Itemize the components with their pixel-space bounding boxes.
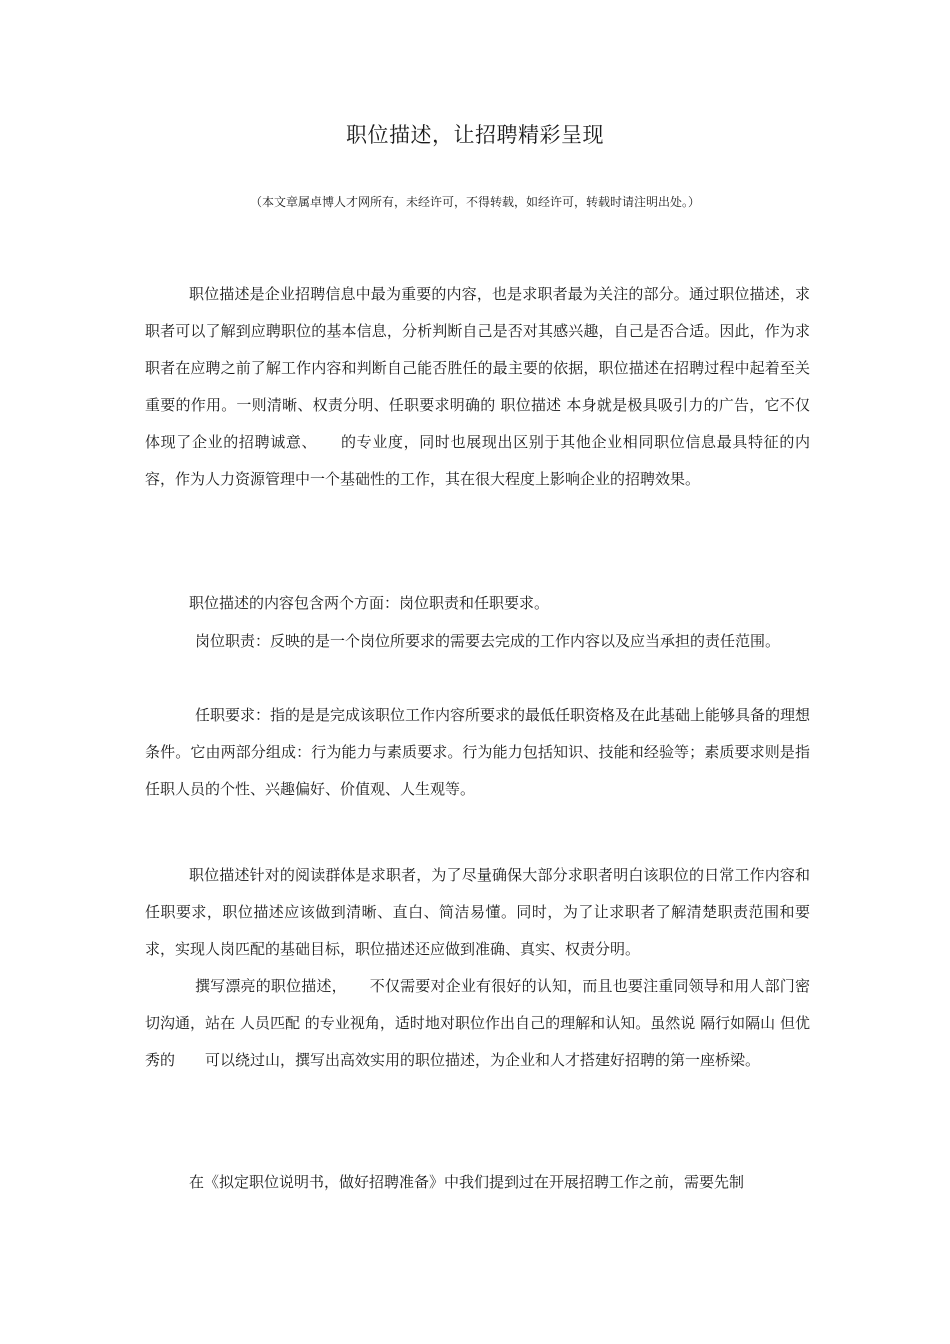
paragraph-duties: 岗位职责：反映的是一个岗位所要求的需要去完成的工作内容以及应当承担的责任范围。 (195, 632, 781, 650)
paragraph-requirements: 任职要求：指的是是完成该职位工作内容所要求的最低任职资格及在此基础上能够具备的理想条件。它由两部分组成：行为能力与素质要求。行为能力包括知识、技能和经验等；素质要求则是指任职人员的个性、兴趣偏好、价值观、人生观等。 (145, 706, 811, 799)
paragraph-writing: 撰写漂亮的职位描述， 不仅需要对企业有很好的认知，而且也要注重同领导和用人部门密切沟通，站在 人员匹配 的专业视角，适时地对职位作出自己的理解和认知。虽然说 隔行如隔山 但优秀的 可以绕过山，撰写出高效实用的职位描述，为企业和人才搭建好招聘的第一座桥梁。 (145, 977, 810, 1070)
document-title: 职位描述，让招聘精彩呈现 (346, 123, 604, 147)
paragraph-intro: 职位描述是企业招聘信息中最为重要的内容，也是求职者最为关注的部分。通过职位描述，求职者可以了解到应聘职位的基本信息，分析判断自己是否对其感兴趣，自己是否合适。因此，作为求职者在应聘之前了解工作内容和判断自己能否胜任的最主要的依据，职位描述在招聘过程中起着至关重要的作用。一则清晰、权责分明、任职要求明确的 职位描述 本身就是极具吸引力的广告，它不仅体现了企业的招聘诚意、 的专业度，同时也展现出区别于其他企业相同职位信息最具特征的内容，作为人力资源管理中一个基础性的工作，其在很大程度上影响企业的招聘效果。 (145, 285, 810, 489)
paragraph-content-aspects: 职位描述的内容包含两个方面：岗位职责和任职要求。 (189, 594, 550, 612)
paragraph-audience: 职位描述针对的阅读群体是求职者，为了尽量确保大部分求职者明白该职位的日常工作内容和任职要求，职位描述应该做到清晰、直白、简洁易懂。同时，为了让求职者了解清楚职责范围和要求，实现人岗匹配的基础目标，职位描述还应做到准确、真实、权责分明。 (145, 866, 810, 959)
copyright-notice: （本文章属卓博人才网所有，未经许可，不得转载，如经许可，转载时请注明出处。） (249, 195, 700, 209)
paragraph-next: 在《拟定职位说明书，做好招聘准备》中我们提到过在开展招聘工作之前，需要先制 (189, 1173, 745, 1191)
